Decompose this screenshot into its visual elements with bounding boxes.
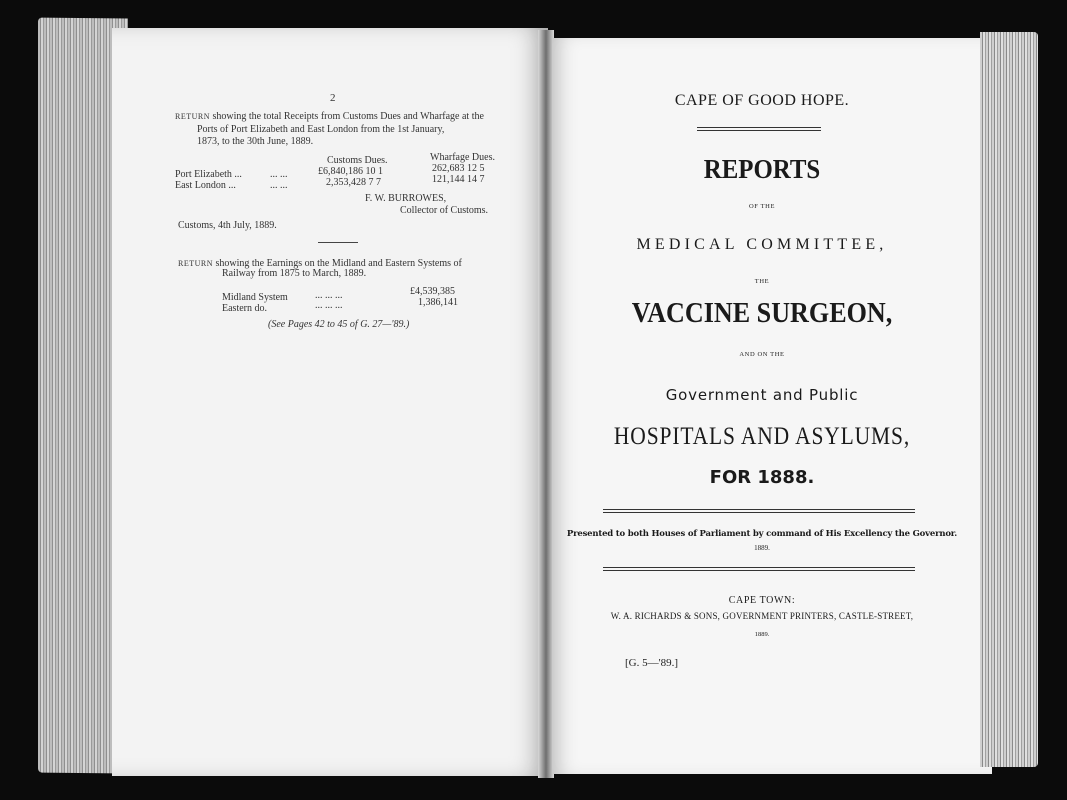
row-midland-dots: ... ... ...	[315, 290, 343, 301]
row-port-elizabeth-label: Port Elizabeth ...	[175, 169, 242, 180]
col-header-wharfage: Wharfage Dues.	[430, 152, 495, 163]
lower-double-rule	[603, 567, 915, 571]
and-on-the: AND ON THE	[739, 351, 785, 358]
left-page	[112, 28, 548, 776]
customs-date: Customs, 4th July, 1889.	[178, 220, 277, 231]
row-port-elizabeth-wharfage: 262,683 12 5	[432, 163, 485, 174]
document-reference: [G. 5—'89.]	[625, 657, 679, 669]
signatory-title: Collector of Customs.	[400, 205, 489, 216]
row-east-london-customs: 2,353,428 7 7	[326, 177, 381, 188]
signatory: F. W. BURROWES,	[365, 193, 447, 204]
row-midland-label: Midland System	[222, 292, 288, 303]
row-midland-value: £4,539,385	[410, 286, 455, 297]
row-east-london-wharfage: 121,144 14 7	[432, 174, 485, 185]
heading-rule	[697, 127, 821, 131]
row-eastern-label: Eastern do.	[222, 303, 267, 314]
upper-double-rule	[603, 509, 915, 513]
place-of-printing: CAPE TOWN:	[728, 595, 796, 606]
railway-return-lead: RETURN	[178, 259, 213, 268]
row-east-london-label: East London ...	[175, 180, 236, 191]
medical-committee: MEDICAL COMMITTEE,	[636, 236, 888, 253]
of-the: OF THE	[748, 203, 776, 210]
title-reports: REPORTS	[703, 154, 821, 184]
page-number: 2	[330, 92, 336, 104]
section-divider	[318, 242, 358, 243]
year-heading: FOR 1888.	[709, 467, 815, 488]
presented-statement: Presented to both Houses of Parliament by command of His Excellency the Governor.	[566, 529, 958, 539]
presented-year: 1889.	[754, 544, 770, 552]
row-eastern-dots: ... ... ...	[315, 300, 343, 311]
right-page	[552, 38, 992, 774]
railway-note: (See Pages 42 to 45 of G. 27—'89.)	[268, 319, 410, 330]
printer-line: W. A. RICHARDS & SONS, GOVERNMENT PRINTERS, CASTLE-STREET,	[610, 611, 914, 621]
government-and-public: Government and Public	[665, 386, 859, 404]
return-lead: RETURN	[175, 112, 210, 121]
row-port-elizabeth-customs: £6,840,186 10 1	[318, 166, 383, 177]
railway-return-line2: Railway from 1875 to March, 1889.	[222, 268, 367, 279]
row-east-london-dots: ... ...	[270, 180, 288, 191]
customs-return-line1	[175, 111, 484, 122]
customs-return-line3: 1873, to the 30th June, 1889.	[197, 136, 314, 147]
the-connector: THE	[754, 278, 770, 285]
hospitals-and-asylums: HOSPITALS AND ASYLUMS,	[613, 423, 911, 450]
colony-heading: CAPE OF GOOD HOPE.	[674, 92, 850, 109]
customs-return-line2: Ports of Port Elizabeth and East London from the 1st January,	[197, 124, 445, 135]
right-page-edges	[980, 32, 1038, 767]
col-header-customs: Customs Dues.	[327, 155, 388, 166]
row-port-elizabeth-dots: ... ...	[270, 169, 288, 180]
row-eastern-value: 1,386,141	[418, 297, 458, 308]
printer-year: 1889.	[754, 631, 770, 638]
customs-return-text: showing the total Receipts from Customs Dues and Wharfage at the	[210, 111, 484, 122]
vaccine-surgeon: VACCINE SURGEON,	[631, 297, 893, 329]
railway-return-text: showing the Earnings on the Midland and Eastern Systems of	[213, 258, 462, 269]
